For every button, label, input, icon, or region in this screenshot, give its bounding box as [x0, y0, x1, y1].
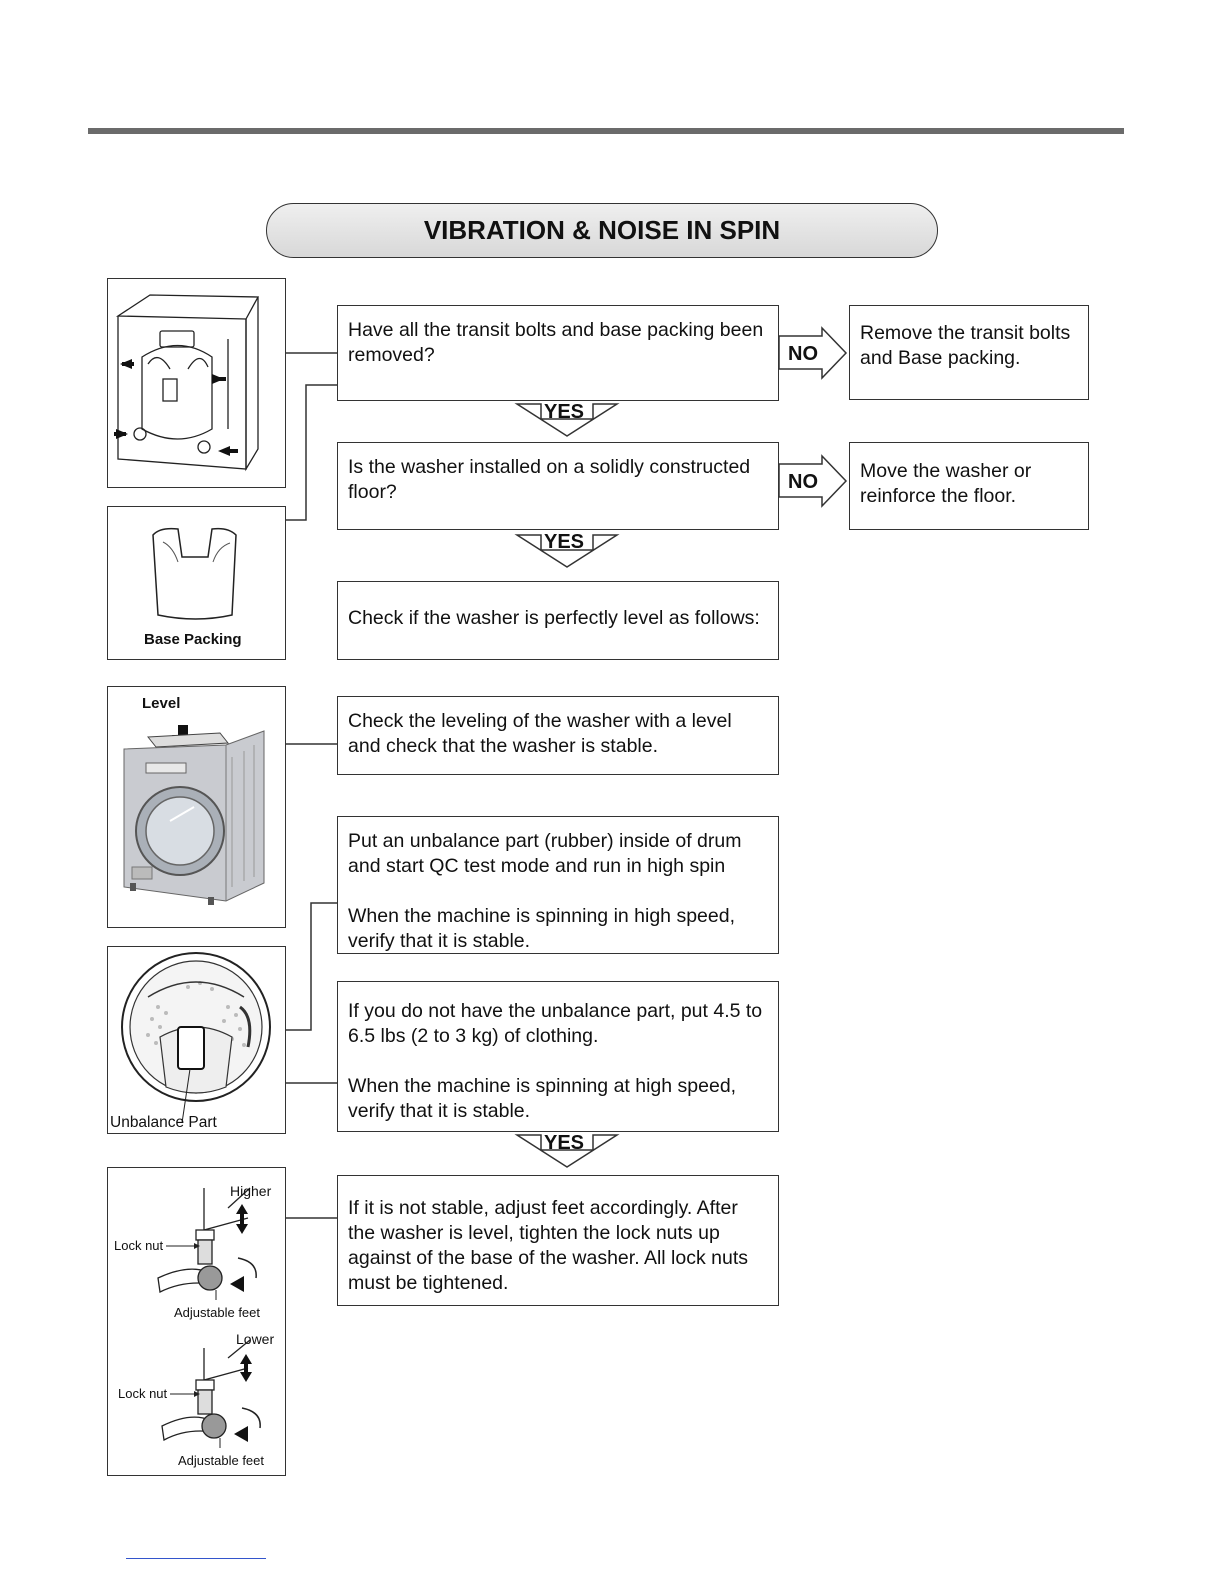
drum-unbalance-illustration [107, 946, 286, 1134]
lock-nut-caption: Lock nut [118, 1386, 168, 1401]
no-label: NO [788, 471, 818, 493]
adjustable-feet-caption: Adjustable feet [178, 1453, 265, 1468]
step-floor-question [337, 442, 779, 530]
adjustable-feet-caption: Adjustable feet [174, 1305, 261, 1320]
base-packing-drawing [108, 507, 284, 625]
base-packing-illustration [107, 506, 286, 660]
title-text: VIBRATION & NOISE IN SPIN [423, 215, 781, 245]
yes-label: YES [544, 531, 585, 553]
drum-drawing [108, 947, 284, 1132]
connector-line [286, 385, 337, 520]
action-text: Move the washer or reinforce the floor. [860, 460, 1032, 507]
step-text: If you do not have the unbalance part, put 4.5 to 6.5 lbs (2 to 3 kg) of clothing. [348, 1000, 763, 1047]
step-adjust-feet [337, 1175, 779, 1306]
level-caption: Level [142, 695, 181, 712]
step-text: Check the leveling of the washer with a level and check that the washer is stable. [348, 710, 732, 757]
washer-back-illustration [107, 278, 286, 488]
yes-label: YES [544, 401, 585, 423]
action-remove-bolts [849, 305, 1089, 400]
step-leveling [337, 696, 779, 775]
footer-underline [126, 1558, 266, 1559]
step-text: When the machine is spinning in high speed, verify that it is stable. [348, 905, 735, 952]
step-check-level [337, 581, 779, 660]
lower-caption: Lower [236, 1331, 275, 1347]
step-unbalance-part [337, 816, 779, 954]
higher-caption: Higher [230, 1183, 272, 1199]
action-move-washer [849, 442, 1089, 530]
step-text: Check if the washer is perfectly level as follows: [348, 607, 760, 629]
step-text: When the machine is spinning at high speed, verify that it is stable. [348, 1075, 737, 1122]
step-text: Have all the transit bolts and base packing been removed? [348, 319, 764, 366]
no-label: NO [788, 343, 818, 365]
unbalance-part-caption: Unbalance Part [110, 1114, 217, 1131]
step-text: Is the washer installed on a solidly constructed floor? [348, 456, 751, 503]
yes-label: YES [544, 1132, 585, 1154]
step-transit-bolts-question [337, 305, 779, 401]
action-text: Remove the transit bolts and Base packing. [860, 322, 1071, 369]
base-packing-caption: Base Packing [144, 631, 242, 648]
washer-level-illustration [107, 686, 286, 928]
washer-level-drawing [108, 687, 284, 926]
washer-back-drawing [108, 279, 284, 486]
adjustable-feet-illustration [107, 1167, 286, 1476]
lock-nut-caption: Lock nut [114, 1238, 164, 1253]
step-text: Put an unbalance part (rubber) inside of drum and start QC test mode and run in high spin [348, 830, 742, 877]
feet-drawing [108, 1168, 284, 1474]
step-clothing-load [337, 981, 779, 1132]
step-text: If it is not stable, adjust feet accordingly. After the washer is level, tighten the lock nuts up against of the base of the washer. All lock nuts must be tightened. [348, 1197, 748, 1294]
connector-line [286, 903, 337, 1030]
